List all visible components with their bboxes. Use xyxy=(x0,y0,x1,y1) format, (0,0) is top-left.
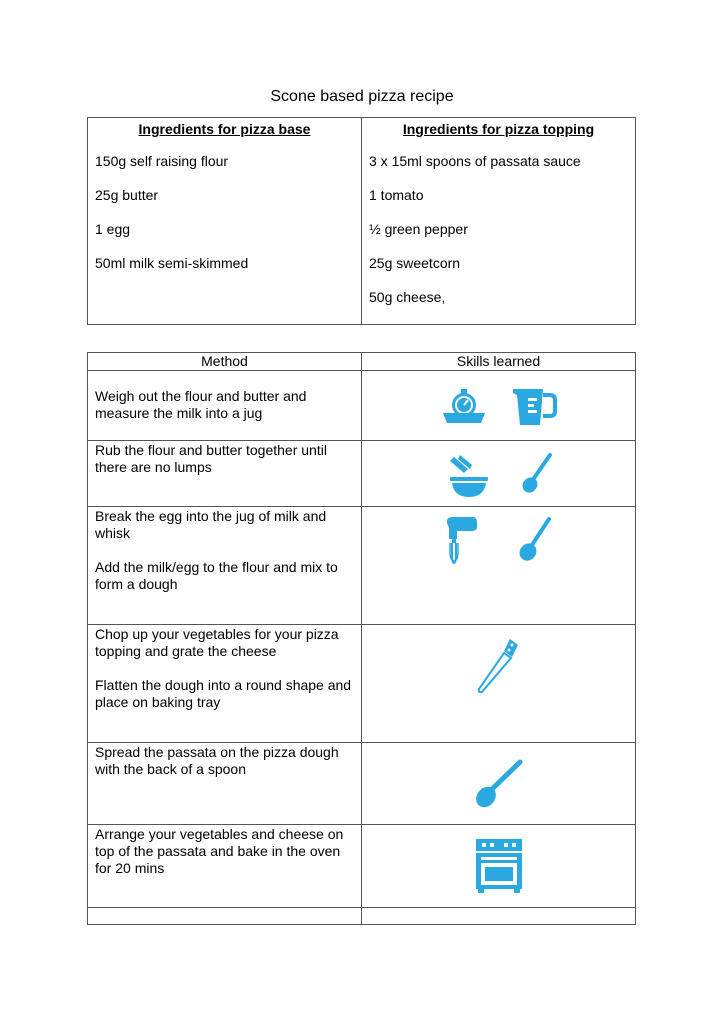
topping-ingredient: 50g cheese, xyxy=(369,289,446,305)
empty-cell xyxy=(362,908,636,925)
method-table xyxy=(87,352,636,925)
method-step: Chop up your vegetables for your pizza topping and grate the cheese Flatten the dough into a round shape and place on baking tray xyxy=(88,625,362,743)
topping-ingredients-header: Ingredients for pizza topping xyxy=(402,121,595,137)
topping-ingredient: 1 tomato xyxy=(369,187,424,203)
base-ingredients-header: Ingredients for pizza base xyxy=(138,121,311,137)
scales-icon xyxy=(441,389,487,425)
base-ingredient: 1 egg xyxy=(95,221,131,237)
table-row xyxy=(88,371,636,441)
topping-ingredients-cell xyxy=(362,118,636,325)
method-column-header: Method xyxy=(88,353,362,371)
base-ingredients-cell xyxy=(88,118,362,325)
table-row xyxy=(88,625,636,743)
base-ingredient: 25g butter xyxy=(95,187,159,203)
page-title: Scone based pizza recipe xyxy=(270,88,454,105)
skills-cell xyxy=(362,441,636,507)
skills-cell xyxy=(362,743,636,825)
table-row xyxy=(88,743,636,825)
topping-ingredient: ½ green pepper xyxy=(369,221,468,237)
oven-icon xyxy=(476,839,522,893)
knife-icon xyxy=(476,637,522,695)
method-step: Weigh out the flour and butter and measure the milk into a jug xyxy=(88,371,362,441)
skills-cell xyxy=(362,371,636,441)
base-ingredient: 50ml milk semi-skimmed xyxy=(95,255,249,271)
table-row xyxy=(88,441,636,507)
topping-ingredient: 25g sweetcorn xyxy=(369,255,461,271)
ingredients-table xyxy=(87,117,636,325)
method-step: Spread the passata on the pizza dough with the back of a spoon xyxy=(88,743,362,825)
mixing-bowl-icon xyxy=(446,453,492,499)
base-ingredient: 150g self raising flour xyxy=(95,153,229,169)
empty-cell xyxy=(88,908,362,925)
skills-cell xyxy=(362,825,636,908)
spoon-icon xyxy=(519,517,551,561)
method-step: Break the egg into the jug of milk and whisk Add the milk/egg to the flour and mix to form a dough xyxy=(88,507,362,625)
skills-cell xyxy=(362,625,636,743)
method-step: Arrange your vegetables and cheese on top of the passata and bake in the oven for 20 mins xyxy=(88,825,362,908)
measuring-jug-icon xyxy=(513,389,557,425)
skills-cell xyxy=(362,507,636,625)
hand-mixer-icon xyxy=(447,517,477,565)
table-row xyxy=(88,908,636,925)
spoon-icon xyxy=(522,453,552,493)
topping-ingredient: 3 x 15ml spoons of passata sauce xyxy=(369,153,581,169)
spoon-icon xyxy=(474,759,524,809)
table-row xyxy=(88,825,636,908)
table-row xyxy=(88,507,636,625)
skills-column-header: Skills learned xyxy=(362,353,636,371)
method-step: Rub the flour and butter together until there are no lumps xyxy=(88,441,362,507)
